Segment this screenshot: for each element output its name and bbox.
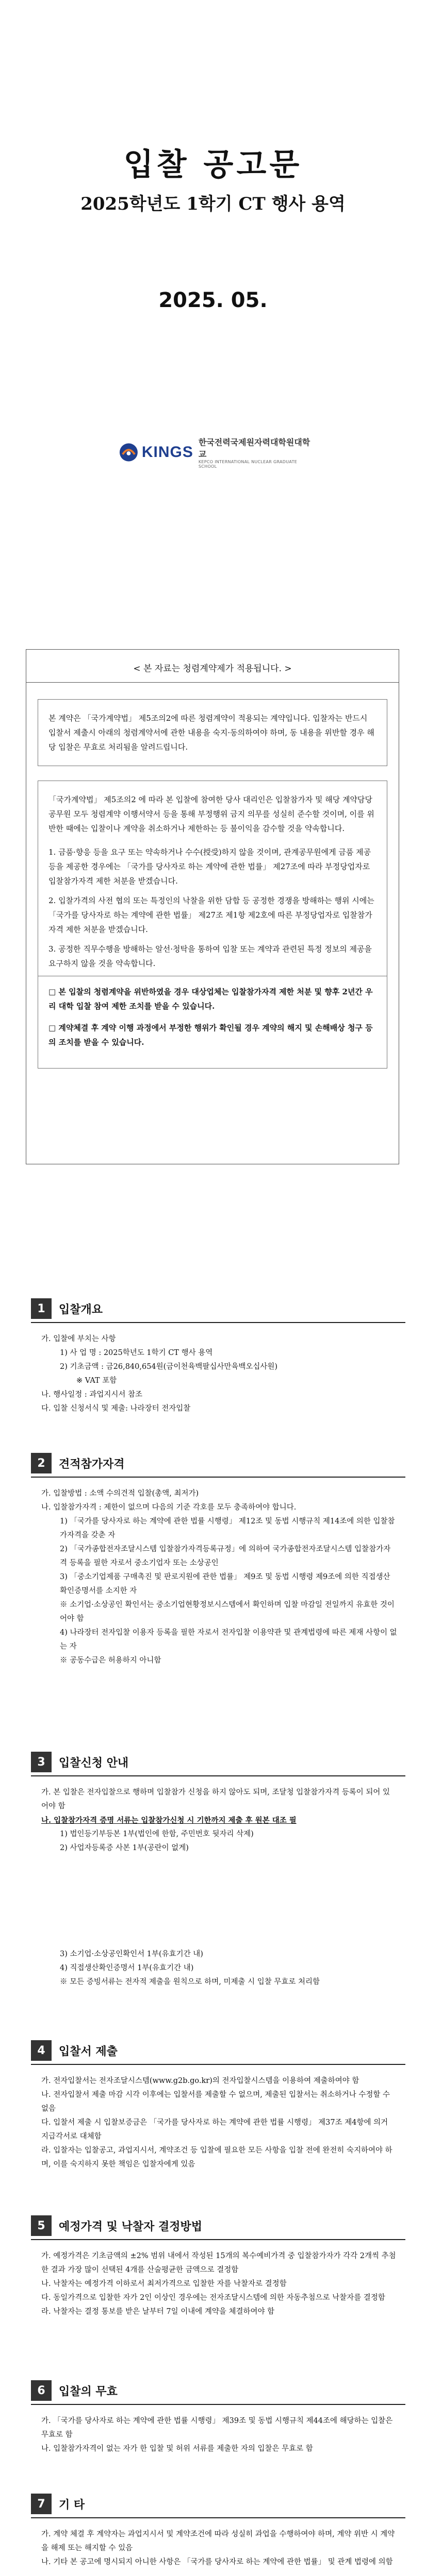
logo-org-korean: 한국전력국제원자력대학원대학교 <box>198 437 310 459</box>
section-6-body <box>41 2414 397 2456</box>
notice-intro: 본 계약은 「국가계약법」 제5조의2에 따른 청렴계약이 적용되는 계약입니다. 입찰자는 반드시 입찰서 제출시 아래의 청렴계약서에 관한 내용을 숙지·동의하여야 하며, 동 내용을 위반할 경우 해당 입찰은 무효로 처리됨을 알려드립니다. <box>38 699 387 766</box>
notice-list <box>48 845 376 971</box>
text-line: ※ 공동수급은 허용하지 아니함 <box>60 1656 161 1665</box>
text-line: 2) 사업자등록증 사본 1부(공란이 없게) <box>60 1844 189 1852</box>
text-line: 나. 낙찰자는 예정가격 이하로서 최저가격으로 입찰한 자를 낙찰자로 결정함 <box>41 2280 287 2288</box>
section-divider <box>31 2239 405 2240</box>
text-line: 다. 입찰서 제출 시 입찰보증금은 「국가를 당사자로 하는 계약에 관한 법률 시행령」 제37조 제4항에 의거 지급각서로 대체함 <box>41 2119 388 2141</box>
text-line: 나. 기타 본 공고에 명시되지 아니한 사항은 「국가를 당사자로 하는 계약에 관한 법률」 및 관계 법령에 의함 <box>41 2558 393 2566</box>
text-line: ※ VAT 포함 <box>76 1377 117 1385</box>
announcement-date: 2025. 05. <box>158 289 268 312</box>
section-number: 4 <box>31 2040 52 2061</box>
text-line: ※ 소기업·소상공인 확인서는 중소기업현황정보시스템에서 확인하며 입찰 마감일 전일까지 유효한 것이어야 함 <box>60 1601 395 1623</box>
notice-heading: < 본 자료는 청렴계약제가 적용됩니다. > <box>26 650 399 683</box>
section-header-6 <box>31 2380 405 2401</box>
text-line: 4) 직접생산확인증명서 1부(유효기간 내) <box>60 1964 194 1972</box>
text-line-highlighted: 나. 입찰참가자격 증명 서류는 입찰참가신청 시 기한까지 제출 후 원본 대조 필 <box>41 1816 297 1825</box>
section-title: 기 타 <box>59 2498 85 2512</box>
text-line: 가. 전자입찰서는 전자조달시스템(www.g2b.go.kr)의 전자입찰시스템을 이용하여 제출하여야 함 <box>41 2077 359 2085</box>
text-line: 4) 나라장터 전자입찰 이용자 등록을 필한 자로서 전자입찰 이용약관 및 관계법령에 따른 제재 사항이 없는 자 <box>60 1629 397 1651</box>
section-title: 입찰개요 <box>59 1303 103 1316</box>
text-line: 나. 행사일정 : 과업지시서 참조 <box>41 1391 143 1399</box>
text-line: 가. 입찰방법 : 소액 수의견적 입찰(총액, 최저가) <box>41 1489 199 1498</box>
text-line: 1) 사 업 명 : 2025학년도 1학기 CT 행사 용역 <box>60 1349 213 1357</box>
text-line: 가. 계약 체결 후 계약자는 과업지시서 및 계약조건에 따라 성실히 과업을 수행하여야 하며, 계약 위반 시 계약을 해제 또는 해지할 수 있음 <box>41 2530 395 2552</box>
section-divider <box>31 2517 405 2518</box>
section-divider <box>31 1322 405 1323</box>
section-number: 3 <box>31 1752 52 1772</box>
text-line: 다. 동일가격으로 입찰한 자가 2인 이상인 경우에는 전자조달시스템에 의한 자동추첨으로 낙찰자를 결정함 <box>41 2294 385 2302</box>
logo-wordmark: KINGS <box>141 444 193 461</box>
text-line: 다. 입찰 신청서식 및 제출: 나라장터 전자입찰 <box>41 1404 191 1413</box>
university-logo <box>119 437 315 469</box>
text-line: 1) 법인등기부등본 1부(법인에 한함, 주민번호 뒷자리 삭제) <box>60 1830 254 1838</box>
section-header-2 <box>31 1453 405 1473</box>
section-title: 입찰서 제출 <box>59 2045 118 2058</box>
section-title: 견적참가자격 <box>59 1458 125 1471</box>
section-header-1 <box>31 1298 405 1319</box>
text-line: 가. 입찰에 부치는 사항 <box>41 1335 116 1343</box>
text-line: 3) 소기업·소상공인확인서 1부(유효기간 내) <box>60 1950 203 1958</box>
logo-org-english: KEPCO INTERNATIONAL NUCLEAR GRADUATE SCHOOL <box>198 460 298 469</box>
text-line: 2) 「국가종합전자조달시스템 입찰참가자격등록규정」에 의하여 국가종합전자조달시스템 입찰참가자격 등록을 필한 자로서 중소기업자 또는 소상공인 <box>60 1545 391 1567</box>
page-title: 입찰 공고문 <box>123 147 303 183</box>
logo-org <box>199 436 315 469</box>
text-line: 라. 낙찰자는 결정 통보를 받은 날부터 7일 이내에 계약을 체결하여야 함 <box>41 2308 275 2316</box>
notice-footer <box>38 976 387 1049</box>
section-number: 5 <box>31 2215 52 2236</box>
section-divider <box>31 2064 405 2065</box>
section-3-body-cont <box>41 1947 397 1989</box>
section-number: 2 <box>31 1453 52 1473</box>
section-divider <box>31 1477 405 1478</box>
section-3-body <box>41 1786 397 1855</box>
text-line: 가. 예정가격은 기초금액의 ±2% 범위 내에서 작성된 15개의 복수예비가격 중 입찰참가자가 각각 2개씩 추첨한 결과 가장 많이 선택된 4개를 산술평균한 금액으로 결정함 <box>41 2252 396 2274</box>
integrity-notice-box <box>26 649 399 1164</box>
notice-law-box <box>38 781 387 1069</box>
section-4-body <box>41 2074 397 2172</box>
text-line: 라. 입찰자는 입찰공고, 과업지시서, 계약조건 등 입찰에 필요한 모든 사항을 입찰 전에 완전히 숙지하여야 하며, 이를 숙지하지 못한 책임은 입찰자에게 있음 <box>41 2146 392 2168</box>
page-subtitle: 2025학년도 1학기 CT 행사 용역 <box>80 194 346 214</box>
section-7-body <box>41 2528 397 2569</box>
list-item: 3. 공정한 직무수행을 방해하는 알선·청탁을 통하여 입찰 또는 계약과 관련된 특정 정보의 제공을 요구하지 않을 것을 약속합니다. <box>48 944 372 968</box>
section-2-body <box>41 1487 397 1668</box>
section-5-body <box>41 2249 397 2319</box>
section-title: 예정가격 및 낙찰자 결정방법 <box>59 2220 203 2233</box>
text-line: 2) 기초금액 : 금26,840,654원(금이천육백팔십사만육백오십사원) <box>60 1363 278 1371</box>
text-line: ※ 모든 증빙서류는 전자적 제출을 원칙으로 하며, 미제출 시 입찰 무효로 처리함 <box>60 1978 320 1986</box>
list-item: 1. 금품·향응 등을 요구 또는 약속하거나 수수(授受)하지 않을 것이며, 관계공무원에게 금품 제공 등을 제공한 경우에는 「국가를 당사자로 하는 계약에 관한 법률」 제27조에 따라 부정당업자로 입찰참가자격 제한 처분을 받겠습니다. <box>48 848 371 886</box>
notice-footer-item: □ 본 입찰의 청렴계약을 위반하였을 경우 대상업체는 입찰참가자격 제한 처분 및 향후 2년간 우리 대학 입찰 참여 제한 조치를 받을 수 있습니다. <box>48 987 373 1011</box>
list-item: 2. 입찰가격의 사전 협의 또는 특정인의 낙찰을 위한 담합 등 공정한 경쟁을 방해하는 행위 시에는 「국가를 당사자로 하는 계약에 관한 법률」 제27조 제1항 제2호에 따른 부정당업자로 입찰참가자격 제한 처분을 받겠습니다. <box>48 896 374 934</box>
section-header-3 <box>31 1752 405 1772</box>
section-number: 1 <box>31 1298 52 1319</box>
section-header-4 <box>31 2040 405 2061</box>
section-number: 6 <box>31 2380 52 2401</box>
section-divider <box>31 2404 405 2405</box>
notice-footer-item: □ 계약체결 후 계약 이행 과정에서 부정한 행위가 확인될 경우 계약의 해지 및 손해배상 청구 등의 조치를 받을 수 있습니다. <box>48 1023 373 1047</box>
text-line: 나. 입찰참가자격이 없는 자가 한 입찰 및 허위 서류를 제출한 자의 입찰은 무효로 함 <box>41 2445 313 2453</box>
text-line: 나. 입찰참가자격 : 제한이 없으며 다음의 기준 각호를 모두 충족하여야 합니다. <box>41 1503 297 1512</box>
kings-logo-icon <box>119 442 139 463</box>
section-header-5 <box>31 2215 405 2236</box>
text-line: 3) 「중소기업제품 구매촉진 및 판로지원에 관한 법률」 제9조 및 동법 시행령 제9조에 의한 직접생산확인증명서를 소지한 자 <box>60 1573 390 1595</box>
text-line: 가. 「국가를 당사자로 하는 계약에 관한 법률 시행령」 제39조 및 동법 시행규칙 제44조에 해당하는 입찰은 무효로 함 <box>41 2417 393 2439</box>
section-title: 입찰신청 안내 <box>59 1756 129 1770</box>
text-line: 나. 전자입찰서 제출 마감 시각 이후에는 입찰서를 제출할 수 없으며, 제출된 입찰서는 취소하거나 수정할 수 없음 <box>41 2091 390 2113</box>
text-line: 가. 본 입찰은 전자입찰으로 행하며 입찰참가 신청을 하지 않아도 되며, 조달청 입찰참가자격 등록이 되어 있어야 함 <box>41 1788 390 1810</box>
section-header-7 <box>31 2494 405 2514</box>
text-line: 1) 「국가를 당사자로 하는 계약에 관한 법률 시행령」 제12조 및 동법 시행규칙 제14조에 의한 입찰참가자격을 갖춘 자 <box>60 1517 395 1539</box>
notice-law-text: 「국가계약법」 제5조의2 에 따라 본 입찰에 참여한 당사 대리인은 입찰참가자 및 해당 계약담당공무원 모두 청렴계약 이행서약서 등을 통해 부정행위 금지 의무를 성실히 준수할 것이며, 이를 위반한 때에는 입찰이나 계약을 취소하거나 제한하는 등 불이익을 감수할 것을 약속합니다. <box>48 795 374 833</box>
section-divider <box>31 1775 405 1776</box>
section-1-body <box>41 1332 397 1416</box>
section-title: 입찰의 무효 <box>59 2385 118 2398</box>
section-number: 7 <box>31 2494 52 2514</box>
